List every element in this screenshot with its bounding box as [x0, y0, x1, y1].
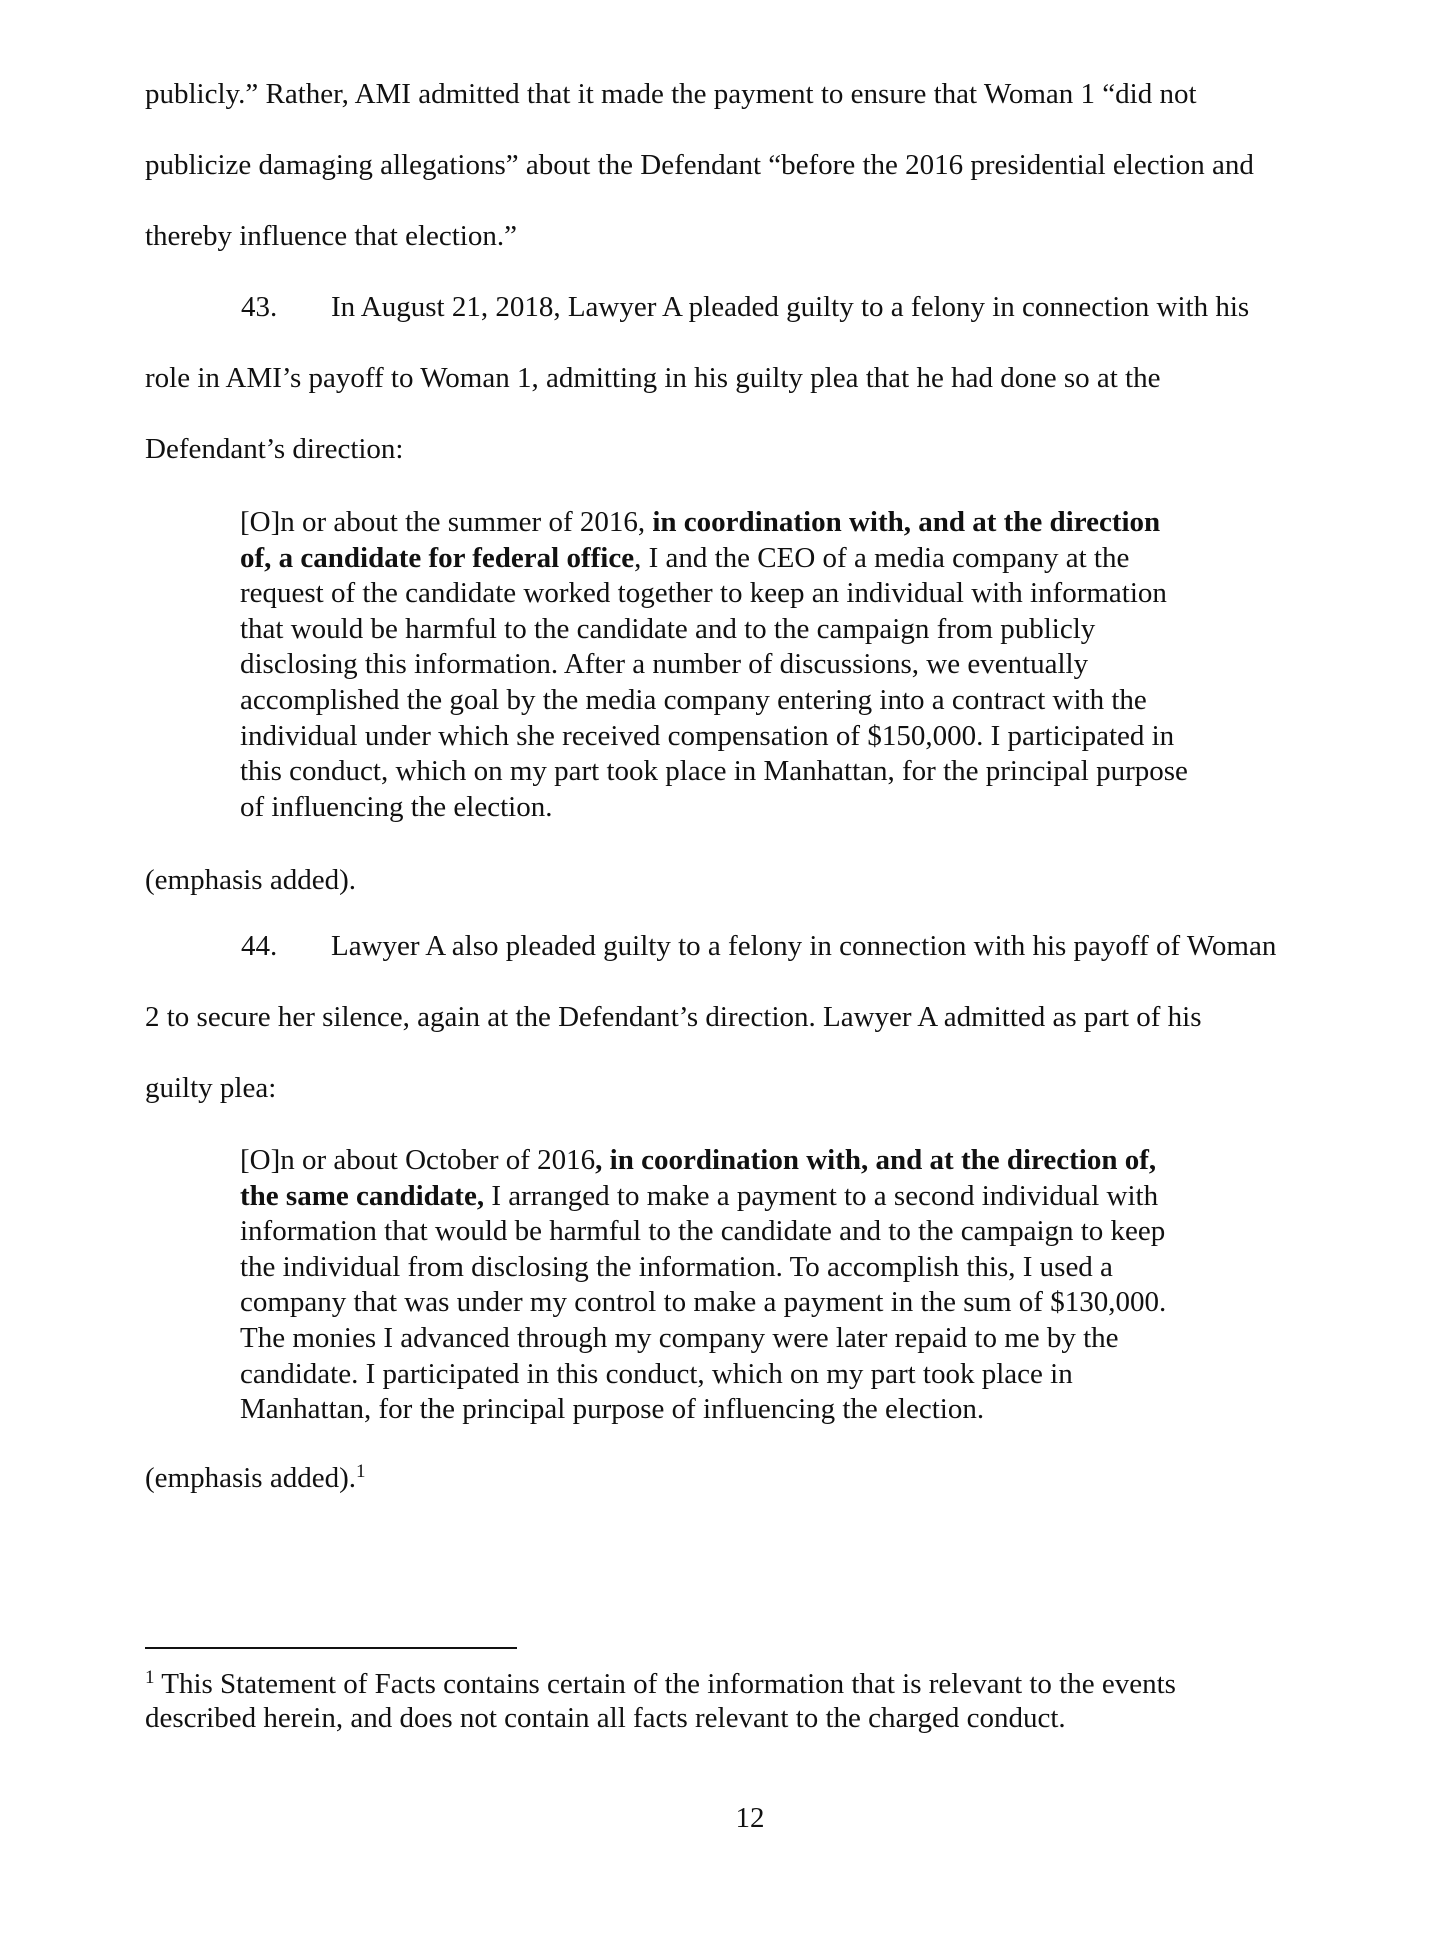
body-line: 2 to secure her silence, again at the Defendant’s direction. Lawyer A admitted as part of his — [145, 1001, 1202, 1033]
footnote-reference[interactable]: 1 — [356, 1461, 366, 1482]
quote-line: company that was under my control to make a payment in the sum of $130,000. — [240, 1286, 1167, 1319]
quote-emphasis: , in coordination with, and at the direction of, — [595, 1144, 1157, 1176]
quote-emphasis: of, a candidate for federal office — [240, 541, 635, 574]
quote-line: accomplished the goal by the media company entering into a contract with the — [240, 683, 1147, 716]
footnote-marker: 1 — [145, 1667, 155, 1688]
quote-emphasis: the same candidate, — [240, 1179, 485, 1212]
quote-line: candidate. I participated in this conduct, which on my part took place in — [240, 1357, 1073, 1390]
footnote-separator — [145, 1647, 517, 1649]
quote-line: The monies I advanced through my company were later repaid to me by the — [240, 1321, 1119, 1354]
body-line: role in AMI’s payoff to Woman 1, admitting in his guilty plea that he had done so at the — [145, 362, 1161, 394]
quote-line: Manhattan, for the principal purpose of influencing the election. — [240, 1393, 985, 1426]
body-line: publicize damaging allegations” about the Defendant “before the 2016 presidential election and — [145, 149, 1254, 181]
quote-line: that would be harmful to the candidate and to the campaign from publicly — [240, 612, 1096, 645]
quote-text: [O]n or about the summer of 2016, — [240, 506, 653, 538]
quote-line: disclosing this information. After a number of discussions, we eventually — [240, 648, 1089, 681]
quote-line: request of the candidate worked together to keep an individual with information — [240, 577, 1167, 610]
body-line: guilty plea: — [145, 1072, 277, 1104]
quote-line: of influencing the election. — [240, 790, 553, 823]
emphasis-note: (emphasis added). — [145, 864, 356, 896]
quote-line — [240, 1143, 1280, 1179]
page-number: 12 — [735, 1802, 765, 1834]
quote-line — [240, 541, 1280, 577]
footnote-text: This Statement of Facts contains certain of the information that is relevant to the events — [154, 1668, 1176, 1700]
quote-line — [240, 505, 1280, 541]
quote-emphasis: in coordination with, and at the direction — [652, 506, 1161, 538]
block-quote — [240, 1143, 1280, 1428]
paragraph-number: 43. — [241, 291, 278, 323]
footnote — [145, 1667, 1325, 1735]
footnote-line — [145, 1667, 1325, 1701]
body-line: thereby influence that election.” — [145, 220, 517, 252]
quote-line: individual under which she received compensation of $150,000. I participated in — [240, 719, 1175, 752]
quote-text: I arranged to make a payment to a second individual with — [484, 1179, 1159, 1212]
footnote-line: described herein, and does not contain all facts relevant to the charged conduct. — [145, 1702, 1066, 1734]
body-line: In August 21, 2018, Lawyer A pleaded guilty to a felony in connection with his — [331, 291, 1250, 323]
quote-line: the individual from disclosing the information. To accomplish this, I used a — [240, 1250, 1113, 1283]
quote-text: [O]n or about October of 2016 — [240, 1144, 596, 1176]
block-quote — [240, 505, 1280, 825]
body-line: Lawyer A also pleaded guilty to a felony in connection with his payoff of Woman — [331, 930, 1277, 962]
body-line: publicly.” Rather, AMI admitted that it made the payment to ensure that Woman 1 “did not — [145, 78, 1197, 110]
quote-line: this conduct, which on my part took place in Manhattan, for the principal purpose — [240, 755, 1188, 788]
emphasis-note-text: (emphasis added). — [145, 1462, 356, 1494]
emphasis-note — [145, 1460, 366, 1496]
quote-text: , I and the CEO of a media company at the — [634, 541, 1130, 574]
body-line: Defendant’s direction: — [145, 433, 404, 465]
quote-line: information that would be harmful to the candidate and to the campaign to keep — [240, 1215, 1166, 1248]
paragraph-number: 44. — [241, 930, 278, 962]
quote-line — [240, 1179, 1280, 1215]
